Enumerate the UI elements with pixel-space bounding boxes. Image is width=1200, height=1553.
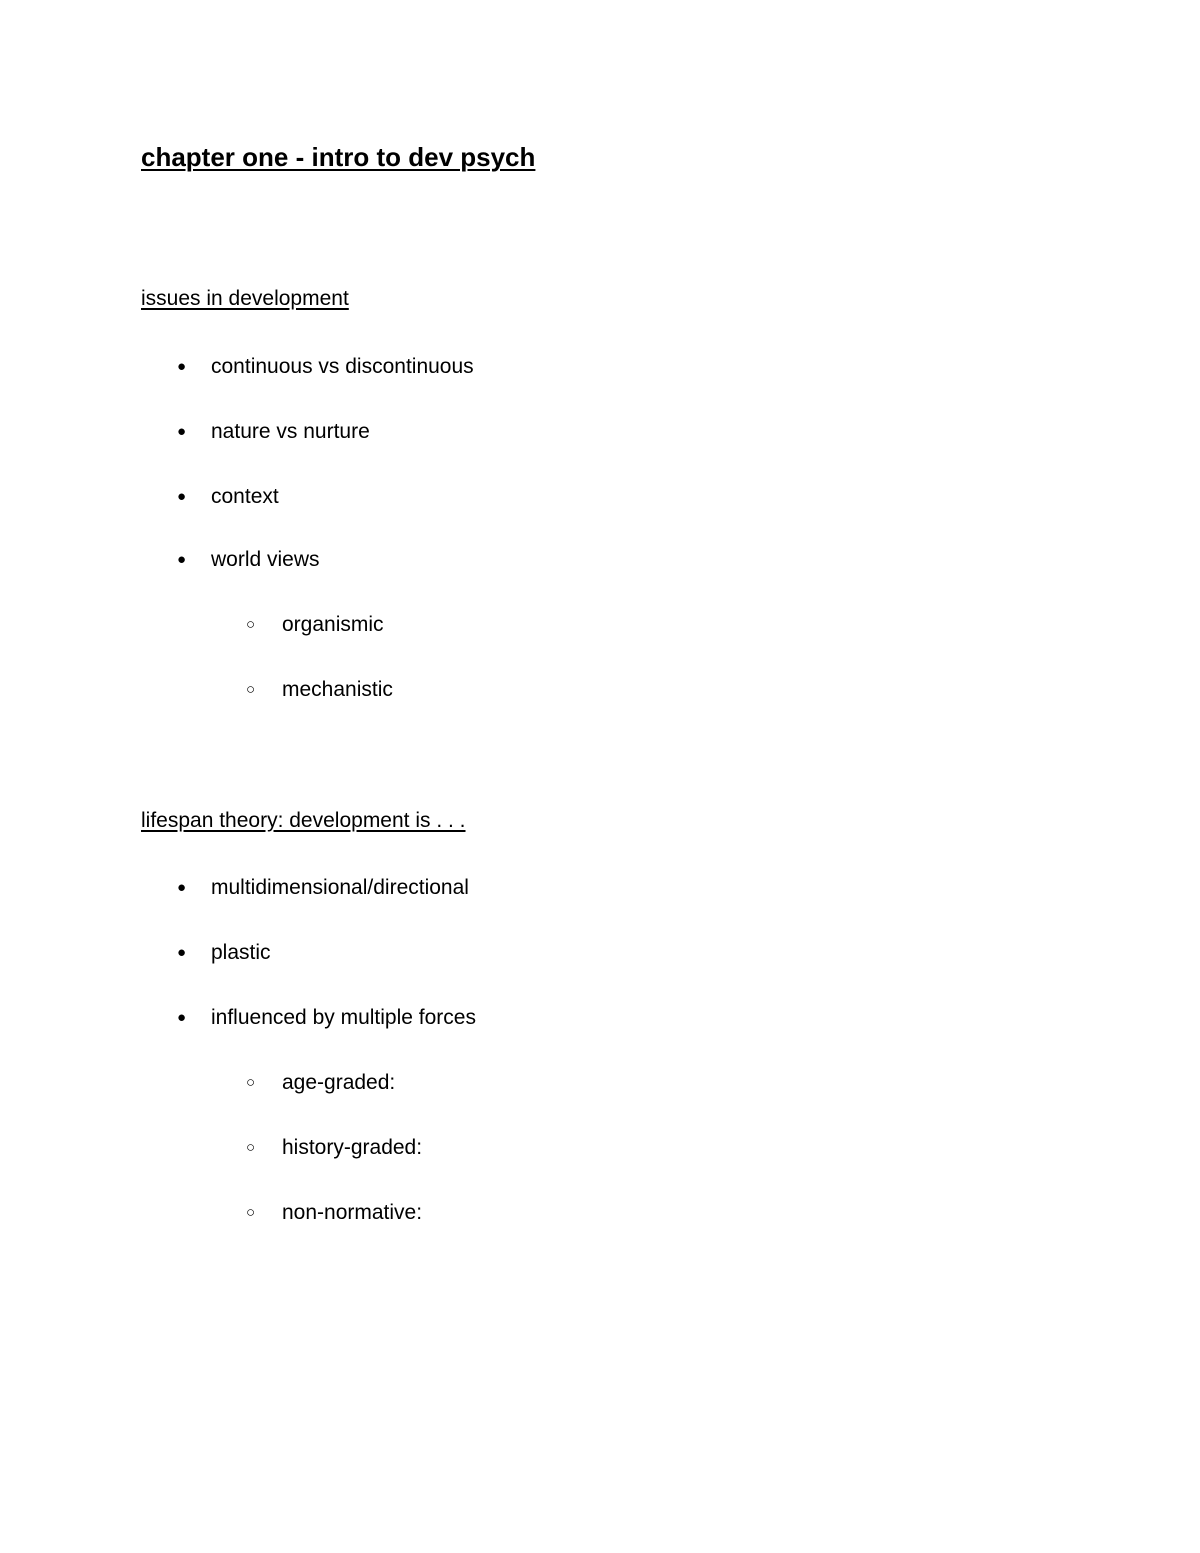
list-item-text: world views [211,548,320,571]
sub-list-item-text: organismic [282,613,384,636]
sub-list-item-text: age-graded: [282,1071,396,1094]
list-item-text: multidimensional/directional [211,876,469,899]
section-heading-issues: issues in development [141,287,349,310]
section-heading-lifespan: lifespan theory: development is . . . [141,809,466,832]
list-item-text: plastic [211,941,271,964]
filled-bullet-icon: ● [177,879,187,896]
hollow-bullet-icon: ○ [246,681,256,698]
hollow-bullet-icon: ○ [246,1139,256,1156]
list-item-text: context [211,485,279,508]
filled-bullet-icon: ● [177,358,187,375]
hollow-bullet-icon: ○ [246,1074,256,1091]
filled-bullet-icon: ● [177,488,187,505]
filled-bullet-icon: ● [177,944,187,961]
sub-list-item-text: history-graded: [282,1136,423,1159]
filled-bullet-icon: ● [177,1009,187,1026]
hollow-bullet-icon: ○ [246,616,256,633]
list-item-text: influenced by multiple forces [211,1006,476,1029]
sub-list-item-text: non-normative: [282,1201,423,1224]
page-title: chapter one - intro to dev psych [141,142,536,172]
sub-list-item-text: mechanistic [282,678,393,701]
filled-bullet-icon: ● [177,551,187,568]
list-item-text: nature vs nurture [211,420,370,443]
hollow-bullet-icon: ○ [246,1204,256,1221]
list-item-text: continuous vs discontinuous [211,355,474,378]
filled-bullet-icon: ● [177,423,187,440]
